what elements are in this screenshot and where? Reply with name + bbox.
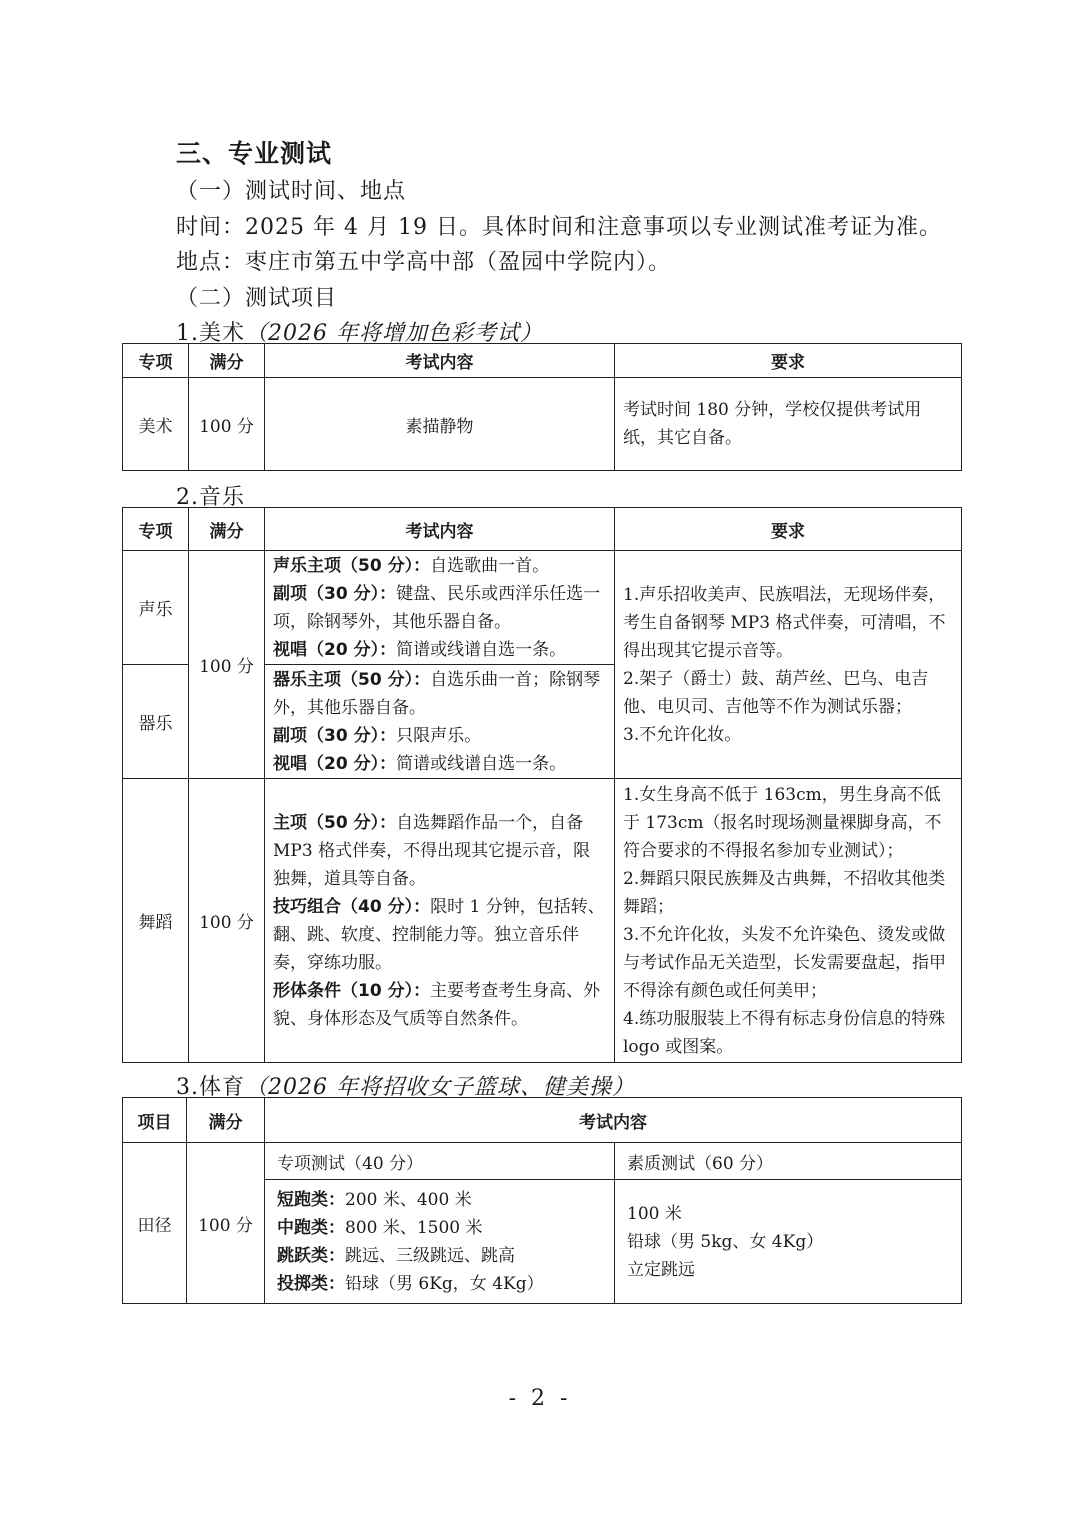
pe-col-content: 考试内容 (265, 1098, 962, 1143)
vocal-content (265, 551, 615, 665)
music-col-req: 要求 (615, 508, 962, 551)
pe-quality-line: 100 米 (627, 1203, 682, 1224)
subsection-time-place: （一）测试时间、地点 (176, 179, 407, 204)
art-content: 素描静物 (265, 378, 615, 471)
art-heading-note: （2026 年将增加色彩考试） (245, 321, 543, 346)
dance-line: 技巧组合（40 分）：限时 1 分钟，包括转、翻、跳、软度、控制能力等。独立音乐伴奏，穿练功服。 (273, 896, 605, 973)
place-line: 地点：枣庄市第五中学高中部（盈园中学院内）。 (176, 250, 672, 275)
req-line: 3.不允许化妆。 (623, 724, 742, 745)
pe-quality-line: 立定跳远 (627, 1259, 695, 1280)
pe-special-list (265, 1180, 615, 1304)
dance-req (615, 779, 962, 1063)
music-header-row (123, 508, 962, 551)
pe-col-score: 满分 (187, 1098, 265, 1143)
music-col-score: 满分 (189, 508, 265, 551)
instrument-line: 器乐主项（50 分）：自选乐曲一首；除钢琴外，其他乐器自备。 (273, 669, 601, 718)
vocal-line: 视唱（20 分）：简谱或线谱自选一条。 (273, 639, 567, 660)
pe-special-line: 短跑类：200 米、400 米 (277, 1189, 472, 1210)
pe-heading-note: （2026 年将招收女子篮球、健美操） (245, 1075, 635, 1100)
pe-table (122, 1097, 962, 1304)
dance-content (265, 779, 615, 1063)
req-line: 1.声乐招收美声、民族唱法，无现场伴奏，考生自备钢琴 MP3 格式伴奏，可清唱，不得出现其它提示音等。 (623, 584, 946, 661)
page-number: - 2 - (508, 1386, 572, 1411)
music-dance-row (123, 779, 962, 1063)
art-col-req: 要求 (615, 344, 962, 378)
vocal-inst-score: 100 分 (189, 551, 265, 779)
music-heading: 2.音乐 (176, 485, 245, 510)
req-line: 2.架子（爵士）鼓、葫芦丝、巴乌、电吉他、电贝司、吉他等不作为测试乐器； (623, 668, 929, 717)
music-col-content: 考试内容 (265, 508, 615, 551)
pe-quality-head: 素质测试（60 分） (615, 1143, 962, 1180)
art-score: 100 分 (189, 378, 265, 471)
req-line: 2.舞蹈只限民族舞及古典舞，不招收其他类舞蹈； (623, 868, 946, 917)
dance-line: 形体条件（10 分）：主要考查考生身高、外貌、身体形态及气质等自然条件。 (273, 980, 601, 1029)
req-line: 3.不允许化妆，头发不允许染色、烫发或做与考试作品无关造型，长发需要盘起，指甲不得涂有颜色或任何美甲； (623, 924, 946, 1001)
vocal-line: 副项（30 分）：键盘、民乐或西洋乐任选一项，除钢琴外，其他乐器自备。 (273, 583, 601, 632)
pe-special-line: 投掷类：铅球（男 6Kg，女 4Kg） (277, 1273, 544, 1294)
music-col-item: 专项 (123, 508, 189, 551)
subsection-items: （二）测试项目 (176, 286, 338, 311)
instrument-item: 器乐 (123, 665, 189, 779)
vocal-inst-req (615, 551, 962, 779)
pe-special-head: 专项测试（40 分） (265, 1143, 615, 1180)
vocal-item: 声乐 (123, 551, 189, 665)
art-col-content: 考试内容 (265, 344, 615, 378)
pe-quality-list (615, 1180, 962, 1304)
time-line: 时间：2025 年 4 月 19 日。具体时间和注意事项以专业测试准考证为准。 (176, 215, 942, 240)
music-table (122, 507, 962, 1063)
pe-header-row (123, 1098, 962, 1143)
art-item: 美术 (123, 378, 189, 471)
pe-subheader-row (123, 1143, 962, 1180)
dance-item: 舞蹈 (123, 779, 189, 1063)
section-title: 三、专业测试 (176, 139, 333, 168)
pe-col-item: 项目 (123, 1098, 187, 1143)
dance-score: 100 分 (189, 779, 265, 1063)
art-table (122, 343, 962, 471)
pe-score: 100 分 (187, 1143, 265, 1304)
art-header-row (123, 344, 962, 378)
instrument-line: 副项（30 分）：只限声乐。 (273, 725, 482, 746)
instrument-content (265, 665, 615, 779)
vocal-line: 声乐主项（50 分）：自选歌曲一首。 (273, 555, 550, 576)
pe-quality-line: 铅球（男 5kg、女 4Kg） (627, 1231, 824, 1252)
art-req: 考试时间 180 分钟，学校仅提供考试用纸，其它自备。 (615, 378, 962, 471)
art-col-item: 专项 (123, 344, 189, 378)
music-vocal-row (123, 551, 962, 665)
req-line: 4.练功服服装上不得有标志身份信息的特殊 logo 或图案。 (623, 1008, 946, 1057)
req-line: 1.女生身高不低于 163cm，男生身高不低于 173cm（报名时现场测量裸脚身高，不符合要求的不得报名参加专业测试）； (623, 784, 942, 861)
instrument-line: 视唱（20 分）：简谱或线谱自选一条。 (273, 753, 567, 774)
pe-special-line: 中跑类：800 米、1500 米 (277, 1217, 483, 1238)
pe-heading-main: 3.体育 (176, 1075, 245, 1100)
art-col-score: 满分 (189, 344, 265, 378)
art-row (123, 378, 962, 471)
art-heading-main: 1.美术 (176, 321, 245, 346)
dance-line: 主项（50 分）：自选舞蹈作品一个，自备 MP3 格式伴奏，不得出现其它提示音，限独舞，道具等自备。 (273, 812, 591, 889)
pe-item: 田径 (123, 1143, 187, 1304)
pe-special-line: 跳跃类：跳远、三级跳远、跳高 (277, 1245, 515, 1266)
